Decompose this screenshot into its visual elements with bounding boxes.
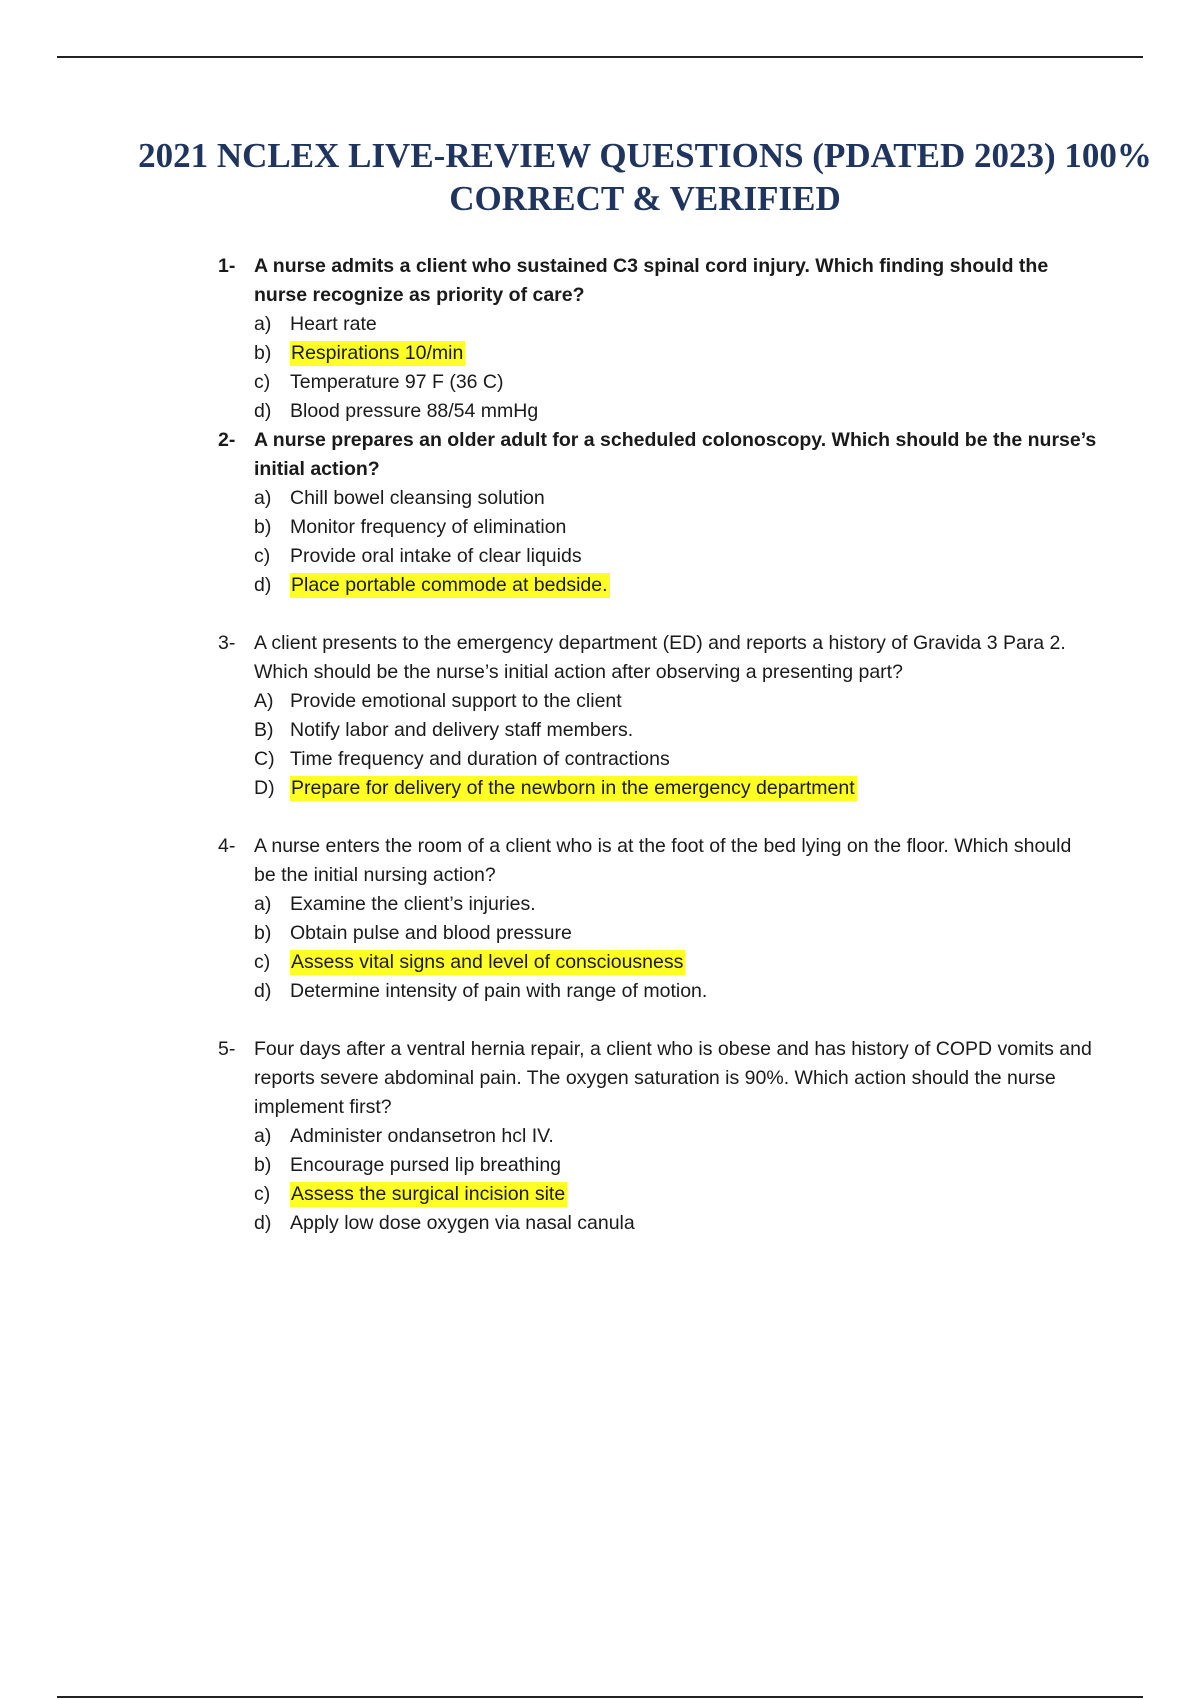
option-letter: C): [254, 748, 275, 770]
option-letter: d): [254, 400, 272, 422]
question-text: A nurse prepares an older adult for a scheduled colonoscopy. Which should be the nurse’s initial action?: [254, 429, 1097, 480]
top-rule: [57, 56, 1143, 58]
option-letter: c): [254, 1183, 271, 1205]
answer-option: [218, 397, 1098, 426]
option-letter: d): [254, 1212, 272, 1234]
option-text: Chill bowel cleansing solution: [290, 487, 545, 509]
option-text: Provide emotional support to the client: [290, 690, 622, 712]
answer-option: [218, 1151, 1098, 1180]
option-letter: d): [254, 574, 272, 596]
option-letter: D): [254, 777, 275, 799]
question-list: [218, 252, 1098, 1267]
bottom-rule: [57, 1696, 1143, 1698]
option-letter: c): [254, 371, 271, 393]
answer-option-highlighted: [218, 948, 1098, 977]
answer-option: [218, 542, 1098, 571]
option-text: Respirations 10/min: [291, 342, 464, 364]
document-title: [110, 134, 1180, 220]
answer-option: [218, 1122, 1098, 1151]
option-letter: b): [254, 342, 272, 364]
answer-option: [218, 919, 1098, 948]
option-letter: d): [254, 980, 272, 1002]
option-letter: b): [254, 922, 272, 944]
question-number: 4-: [218, 835, 236, 857]
answer-option: [218, 890, 1098, 919]
answer-option-highlighted: [218, 774, 1098, 803]
option-letter: b): [254, 1154, 272, 1176]
option-text: Apply low dose oxygen via nasal canula: [290, 1212, 635, 1234]
document-title-line-2: CORRECT & VERIFIED: [449, 179, 841, 218]
option-letter: A): [254, 690, 274, 712]
option-letter: a): [254, 487, 272, 509]
option-text: Administer ondansetron hcl IV.: [290, 1125, 554, 1147]
answer-option: [218, 977, 1098, 1006]
question-stem: [218, 832, 1098, 890]
option-text: Place portable commode at bedside.: [291, 574, 608, 596]
answer-option: [218, 513, 1098, 542]
option-text: Examine the client’s injuries.: [290, 893, 536, 915]
option-letter: b): [254, 516, 272, 538]
option-text: Temperature 97 F (36 C): [290, 371, 504, 393]
option-text: Encourage pursed lip breathing: [290, 1154, 562, 1176]
option-text: Heart rate: [290, 313, 377, 335]
option-text: Determine intensity of pain with range of motion.: [290, 980, 708, 1002]
option-text: Prepare for delivery of the newborn in the emergency department: [291, 777, 855, 799]
question-number: 3-: [218, 632, 236, 654]
option-text: Assess the surgical incision site: [291, 1183, 566, 1205]
question-stem: [218, 252, 1098, 310]
option-text: Time frequency and duration of contractions: [290, 748, 670, 770]
question-2: [218, 426, 1098, 600]
question-stem: [218, 426, 1098, 484]
answer-options: [218, 484, 1098, 600]
option-letter: c): [254, 951, 271, 973]
answer-option: [218, 745, 1098, 774]
answer-option: [218, 716, 1098, 745]
option-letter: B): [254, 719, 274, 741]
answer-option: [218, 368, 1098, 397]
question-text: A nurse enters the room of a client who is at the foot of the bed lying on the floor. Which should be the initial nursing action?: [254, 835, 1072, 886]
option-letter: a): [254, 1125, 272, 1147]
answer-options: [218, 890, 1098, 1006]
question-5: [218, 1035, 1098, 1238]
question-1: [218, 252, 1098, 426]
answer-option: [218, 484, 1098, 513]
question-text: A nurse admits a client who sustained C3 spinal cord injury. Which finding should the nurse recognize as priority of care?: [254, 255, 1049, 306]
answer-option-highlighted: [218, 571, 1098, 600]
question-text: A client presents to the emergency department (ED) and reports a history of Gravida 3 Para 2. Which should be the nurse’s initial action after observing a presenting part?: [254, 632, 1066, 683]
question-stem: [218, 1035, 1098, 1122]
question-text: Four days after a ventral hernia repair, a client who is obese and has history of COPD vomits and reports severe abdominal pain. The oxygen saturation is 90%. Which action should the nurse implement first?: [254, 1038, 1092, 1118]
option-text: Notify labor and delivery staff members.: [290, 719, 634, 741]
question-number: 2-: [218, 429, 236, 451]
option-letter: c): [254, 545, 271, 567]
question-number: 5-: [218, 1038, 236, 1060]
answer-option-highlighted: [218, 339, 1098, 368]
question-stem: [218, 629, 1098, 687]
answer-option-highlighted: [218, 1180, 1098, 1209]
option-text: Monitor frequency of elimination: [290, 516, 567, 538]
answer-option: [218, 310, 1098, 339]
option-text: Assess vital signs and level of consciousness: [291, 951, 684, 973]
option-letter: a): [254, 893, 272, 915]
question-4: [218, 832, 1098, 1006]
question-number: 1-: [218, 255, 236, 277]
option-letter: a): [254, 313, 272, 335]
option-text: Obtain pulse and blood pressure: [290, 922, 572, 944]
document-title-line-1: 2021 NCLEX LIVE-REVIEW QUESTIONS (PDATED 2023) 100%: [138, 136, 1152, 175]
question-3: [218, 629, 1098, 803]
answer-options: [218, 310, 1098, 426]
answer-option: [218, 687, 1098, 716]
answer-option: [218, 1209, 1098, 1238]
answer-options: [218, 1122, 1098, 1238]
option-text: Provide oral intake of clear liquids: [290, 545, 582, 567]
answer-options: [218, 687, 1098, 803]
option-text: Blood pressure 88/54 mmHg: [290, 400, 539, 422]
